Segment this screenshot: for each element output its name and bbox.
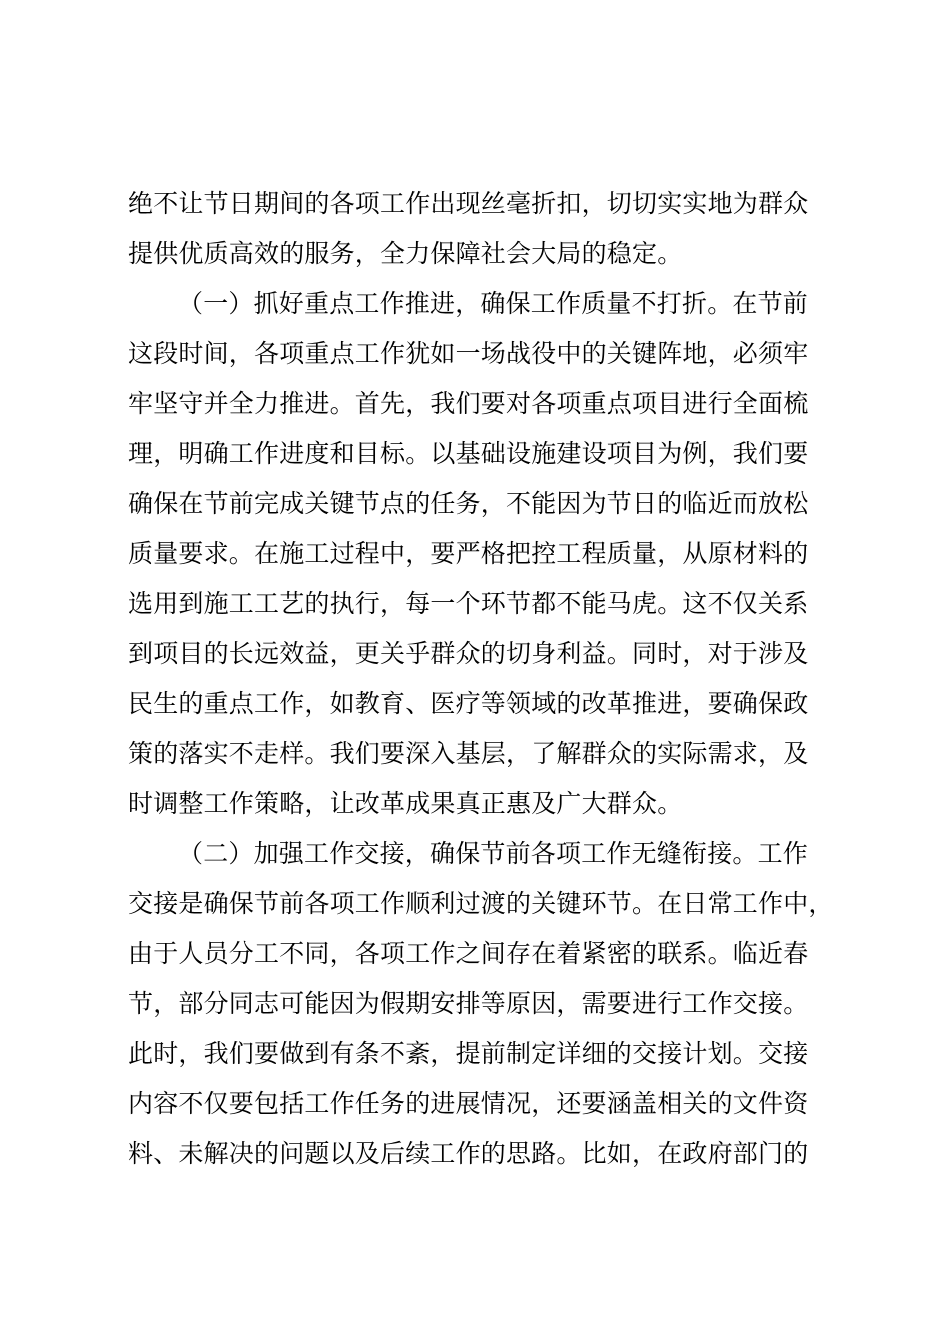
- paragraph-line: 牢坚守并全力推进。首先，我们要对各项重点项目进行全面梳: [128, 389, 809, 418]
- paragraph-line: 绝不让节日期间的各项工作出现丝毫折扣，切切实实地为群众: [128, 189, 809, 218]
- paragraph-line: 由于人员分工不同，各项工作之间存在着紧密的联系。临近春: [128, 939, 809, 968]
- paragraph-line: 交接是确保节前各项工作顺利过渡的关键环节。在日常工作中，: [128, 889, 834, 918]
- paragraph-line: 内容不仅要包括工作任务的进展情况，还要涵盖相关的文件资: [128, 1089, 809, 1118]
- section-heading-line: （一）抓好重点工作推进，确保工作质量不打折。在节前: [178, 289, 809, 318]
- paragraph-line: 提供优质高效的服务，全力保障社会大局的稳定。: [128, 239, 683, 268]
- paragraph-line: 这段时间，各项重点工作犹如一场战役中的关键阵地，必须牢: [128, 339, 809, 368]
- paragraph-line: 此时，我们要做到有条不紊，提前制定详细的交接计划。交接: [128, 1039, 809, 1068]
- paragraph-line: 策的落实不走样。我们要深入基层，了解群众的实际需求，及: [128, 739, 809, 768]
- paragraph-line: 选用到施工工艺的执行，每一个环节都不能马虎。这不仅关系: [128, 589, 809, 618]
- paragraph-line: 民生的重点工作，如教育、医疗等领域的改革推进，要确保政: [128, 689, 809, 718]
- paragraph-line: 料、未解决的问题以及后续工作的思路。比如，在政府部门的: [128, 1139, 809, 1168]
- paragraph-line: 确保在节前完成关键节点的任务，不能因为节日的临近而放松: [128, 489, 809, 518]
- section-heading-line: （二）加强工作交接，确保节前各项工作无缝衔接。工作: [178, 839, 809, 868]
- paragraph-line: 质量要求。在施工过程中，要严格把控工程质量，从原材料的: [128, 539, 809, 568]
- paragraph-line: 理，明确工作进度和目标。以基础设施建设项目为例，我们要: [128, 439, 809, 468]
- paragraph-line: 时调整工作策略，让改革成果真正惠及广大群众。: [128, 789, 683, 818]
- paragraph-line: 节，部分同志可能因为假期安排等原因，需要进行工作交接。: [128, 989, 809, 1018]
- paragraph-line: 到项目的长远效益，更关乎群众的切身利益。同时，对于涉及: [128, 639, 809, 668]
